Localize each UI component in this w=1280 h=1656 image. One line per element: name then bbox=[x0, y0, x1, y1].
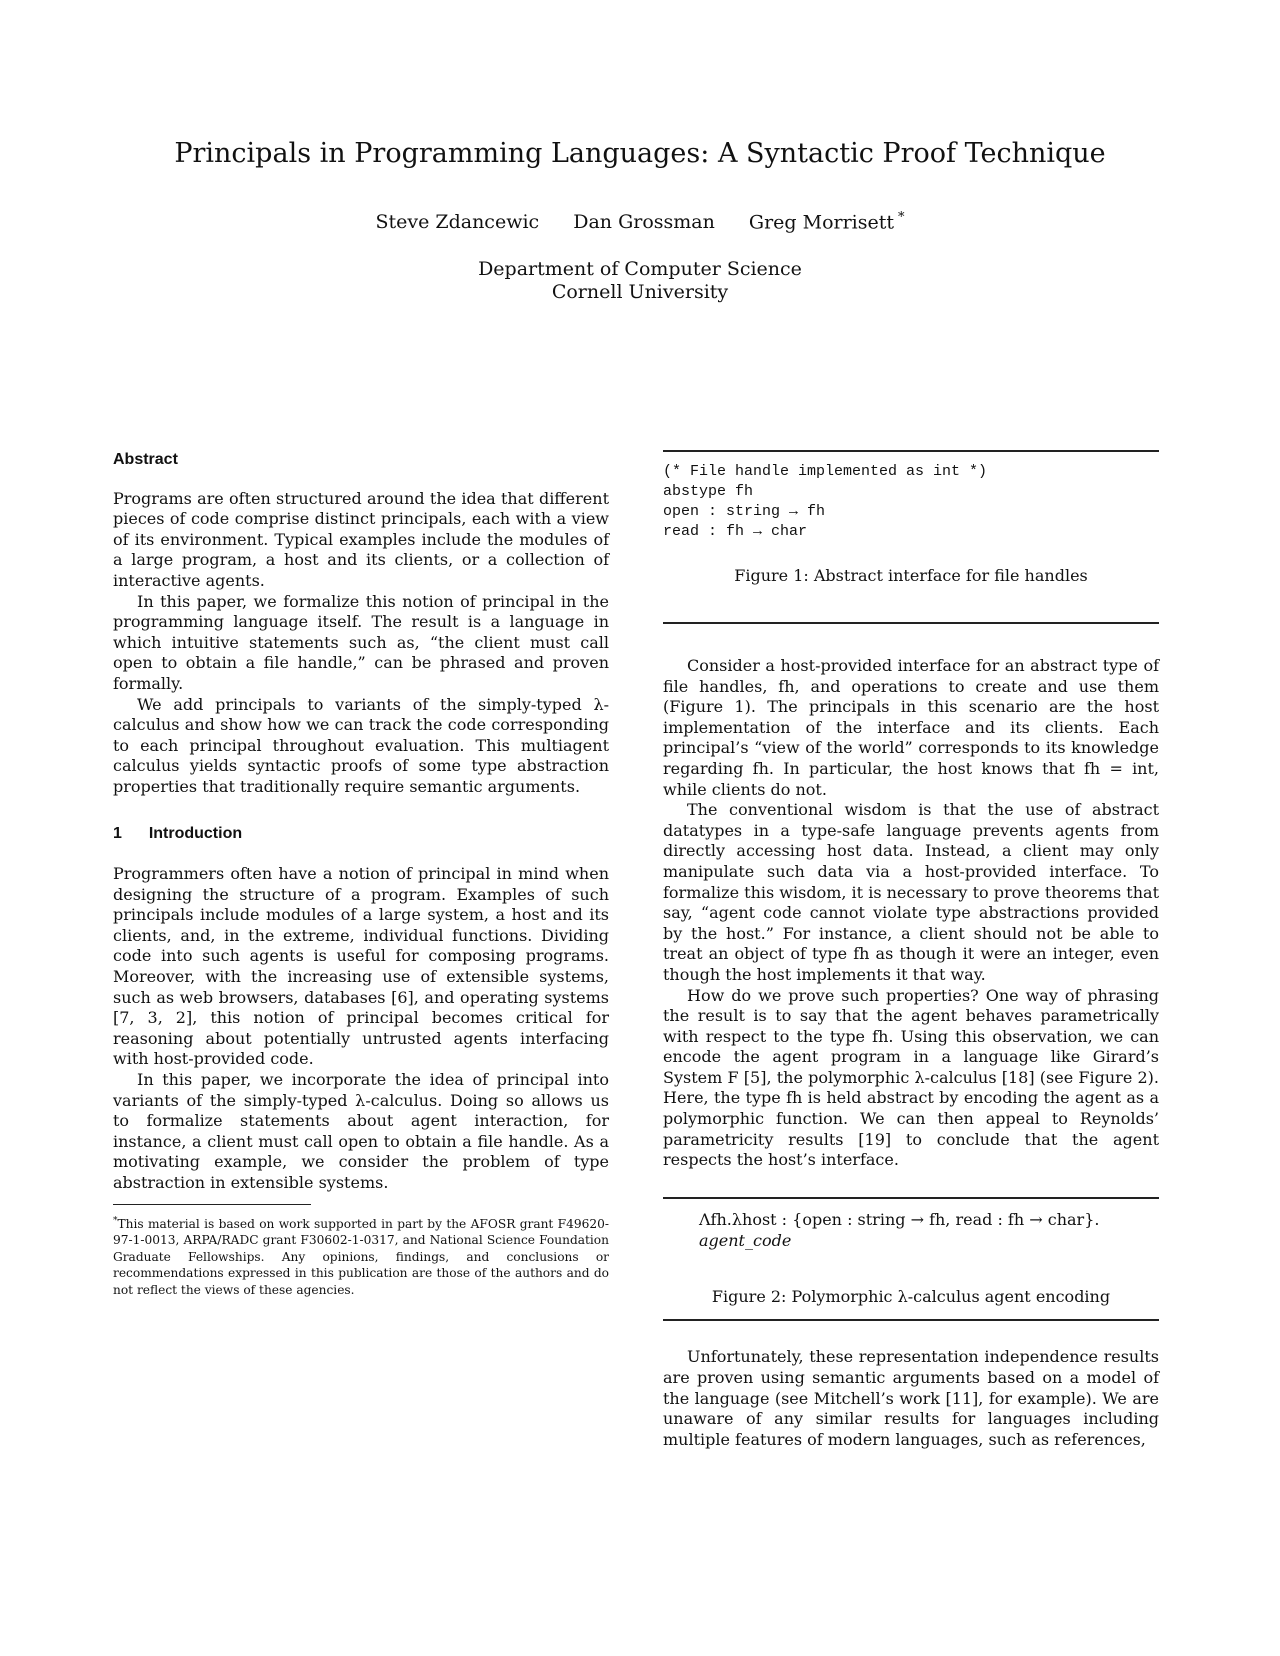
affiliation-block bbox=[0, 258, 1280, 304]
figure-1-code bbox=[663, 462, 1159, 542]
figure-2-line-1: Λfh.λhost : {open : string → fh, read : fh → char}. bbox=[699, 1209, 1100, 1229]
introduction-number: 1 bbox=[113, 824, 122, 842]
introduction-title: Introduction bbox=[148, 824, 243, 842]
abstract-paragraph-1: Programs are often structured around the idea that different pieces of code comprise distinct principals, each with a view of its environment. Typical examples include the modules of a large program, a host and its clients, or a collection of interactive agents. bbox=[113, 488, 609, 590]
right-paragraph-3: How do we prove such properties? One way of phrasing the result is to say that the agent behaves parametrically with respect to the type fh. Using this observation, we can encode the agent program in a language like Girard’s System F [5], the polymorphic λ-calculus [18] (see Figure 2). Here, the type fh is held abstract by encoding the agent as a polymorphic function. We can then appeal to Reynolds’ parametricity results [19] to conclude that the agent respects the host’s interface. bbox=[663, 985, 1159, 1170]
abstract-heading: Abstract bbox=[113, 451, 178, 468]
footnote-mark: * bbox=[113, 1215, 118, 1226]
figure-2-line-2: agent_code bbox=[699, 1230, 792, 1250]
figure-2-caption: Figure 2: Polymorphic λ-calculus agent encoding bbox=[711, 1286, 1111, 1306]
affiliation-department: Department of Computer Science bbox=[478, 258, 802, 280]
left-column bbox=[113, 450, 609, 1298]
right-paragraph-1: Consider a host-provided interface for an abstract type of file handles, fh, and operations to create and use them (Figure 1). The principals in this scenario are the host implementation of the interface and its clients. Each principal’s “view of the world” corresponds to its knowledge regarding fh. In particular, the host knows that fh = int, while clients do not. bbox=[663, 656, 1159, 799]
figure-2-math bbox=[699, 1209, 1159, 1251]
figure-1-line-1: (* File handle implemented as int *) bbox=[663, 463, 988, 480]
author-1: Steve Zdancewic bbox=[375, 211, 540, 234]
introduction-heading bbox=[113, 824, 609, 845]
footnote-text: This material is based on work supported in part by the AFOSR grant F49620-97-1-0013, ARPA/RADC grant F30602-1-0317, and National Science Foundation Graduate Fellowships. Any opinions, findings, and conclusions or recommendations expressed in this publication are those of the authors and do not reflect the views of these agencies. bbox=[113, 1216, 609, 1297]
figure-1-line-2: abstype fh bbox=[663, 483, 754, 500]
author-2: Dan Grossman bbox=[573, 211, 715, 234]
footnote bbox=[113, 1213, 609, 1299]
affiliation-university: Cornell University bbox=[551, 281, 729, 303]
figure-1-caption: Figure 1: Abstract interface for file handles bbox=[734, 566, 1088, 585]
figure-2 bbox=[663, 1197, 1159, 1322]
paper-title: Principals in Programming Languages: A Syntactic Proof Technique bbox=[174, 138, 1106, 169]
abstract-paragraph-2: In this paper, we formalize this notion of principal in the programming language itself. The result is a language in which intuitive statements such as, “the client must call open to obtain a file handle,” can be phrased and proven formally. bbox=[113, 591, 609, 693]
footnote-rule bbox=[113, 1204, 311, 1205]
intro-paragraph-2: In this paper, we incorporate the idea of principal into variants of the simply-typed λ-calculus. Doing so allows us to formalize statements about agent interaction, for instance, a client must call open to obtain a file handle. As a motivating example, we consider the problem of type abstraction in extensible systems. bbox=[113, 1070, 609, 1192]
author-3 bbox=[749, 210, 905, 233]
abstract-paragraph-3: We add principals to variants of the simply-typed λ-calculus and show how we can track the code corresponding to each principal throughout evaluation. This multiagent calculus yields syntactic proofs of some type abstraction properties that traditionally require semantic arguments. bbox=[113, 694, 609, 796]
author-3-name: Greg Morrisett bbox=[748, 211, 895, 234]
right-column bbox=[663, 450, 1159, 1450]
author-footnote-mark: * bbox=[898, 210, 905, 225]
right-final-paragraph: Unfortunately, these representation independence results are proven using semantic arguments based on a model of the language (see Mitchell’s work [11], for example). We are unaware of any similar results for languages including multiple features of modern languages, such as references, bbox=[663, 1347, 1159, 1449]
figure-1 bbox=[663, 450, 1159, 624]
author-list bbox=[0, 210, 1280, 233]
figure-1-line-3: open : string → fh bbox=[663, 503, 826, 520]
figure-1-line-4: read : fh → char bbox=[663, 523, 808, 540]
intro-paragraph-1: Programmers often have a notion of principal in mind when designing the structure of a program. Examples of such principals include modules of a large system, a host and its clients, and, in the extreme, individual functions. Dividing code into such agents is useful for composing programs. Moreover, with the increasing use of extensible systems, such as web browsers, databases [6], and operating systems [7, 3, 2], this notion of principal becomes critical for reasoning about potentially untrusted agents interfacing with host-provided code. bbox=[113, 864, 609, 1069]
right-paragraph-2: The conventional wisdom is that the use of abstract datatypes in a type-safe language prevents agents from directly accessing host data. Instead, a client may only manipulate such data via a host-provided interface. To formalize this wisdom, it is necessary to prove theorems that say, “agent code cannot violate type abstractions provided by the host.” For instance, a client should not be able to treat an object of type fh as though it were an integer, even though the host implements it that way. bbox=[663, 800, 1159, 984]
